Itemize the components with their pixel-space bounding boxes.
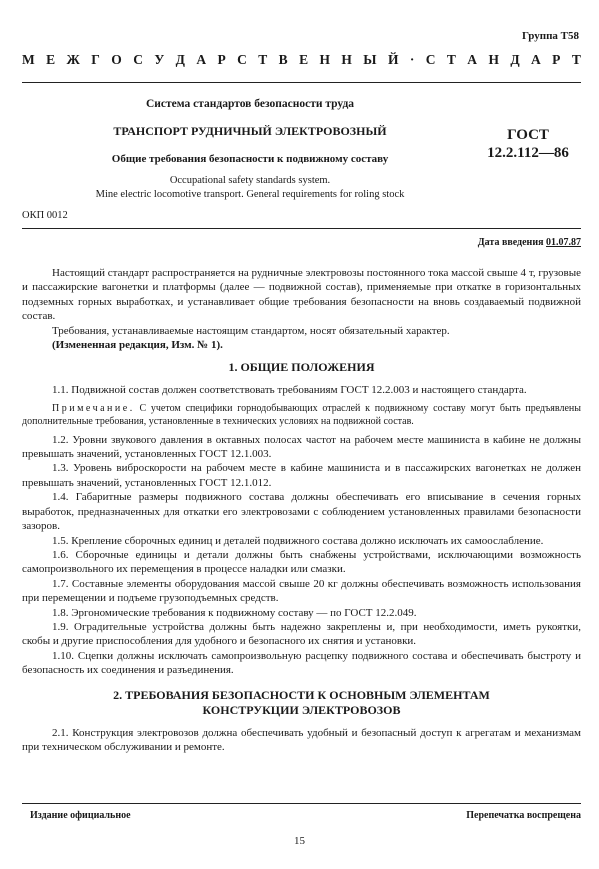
section-2-heading-line1: 2. ТРЕБОВАНИЯ БЕЗОПАСНОСТИ К ОСНОВНЫМ ЭЛЕМЕНТАМ <box>113 687 490 702</box>
clause-1-7: 1.7. Составные элементы оборудования массой свыше 20 кг должны обеспечивать возможность использования при перемещении и подъеме грузоподъемных средств. <box>22 577 581 605</box>
gost-label: ГОСТ <box>507 127 549 143</box>
clause-1-3: 1.3. Уровень виброскорости на рабочем месте в кабине машиниста и в пассажирских вагонетках не должен превышать значений, установленных ГОСТ 12.1.012. <box>22 462 581 489</box>
okp-code: ОКП 0012 <box>22 210 68 221</box>
note-text: С учетом специфики горнодобывающих отраслей к подвижному составу могут быть предъявлены дополнительные требования, установленные в технических условиях на подвижной состав. <box>22 402 581 428</box>
amendment-note: (Измененная редакция, Изм. № 1). <box>52 339 223 352</box>
system-title: Система стандартов безопасности труда <box>145 98 355 110</box>
intro-paragraph-2: Требования, устанавливаемые настоящим стандартом, носят обязательный характер. <box>52 324 450 337</box>
banner-letter: М <box>22 52 35 67</box>
clause-1-1: 1.1. Подвижной состав должен соответствовать требованиям ГОСТ 12.2.003 и настоящего стандарта. <box>52 384 527 397</box>
intro-paragraph-1: Настоящий стандарт распространяется на рудничные электровозы постоянного тока массой свыше 4 т, грузовые и пассажирские вагонетки и платформы (далее — подвижной состав), применяемые при откатке в горизонтальных подземных горных выработках, и устанавливает общие требования безопасности на вновь создаваемый подвижной состав. <box>22 267 581 323</box>
banner-letter: Г <box>91 52 100 67</box>
mid-rule <box>22 228 581 229</box>
clause-1-5: 1.5. Крепление сборочных единиц и деталей подвижного состава должно исключать их самоослабление. <box>52 534 544 547</box>
banner-letter: Н <box>341 52 352 67</box>
section-1-heading: 1. ОБЩИЕ ПОЛОЖЕНИЯ <box>228 360 375 375</box>
banner-letter: Н <box>488 52 499 67</box>
banner-letter: А <box>467 52 478 67</box>
document-title: ТРАНСПОРТ РУДНИЧНЫЙ ЭЛЕКТРОВОЗНЫЙ <box>113 124 387 138</box>
clause-1-9: 1.9. Оградительные устройства должны быть надежно закреплены и, при необходимости, иметь рукоятки, скобы и другие приспособления для удобного и безопасного их снятия и установки. <box>22 620 581 648</box>
banner-letter: С <box>425 52 436 67</box>
banner-letter: Е <box>46 52 56 67</box>
effective-date-value: 01.07.87 <box>546 237 581 248</box>
clause-2-1: 2.1. Конструкция электровозов должна обеспечивать удобный и безопасный доступ к агрегатам и механизмам при техническом обслуживании и ремонте. <box>22 726 581 753</box>
document-body <box>22 266 581 754</box>
banner-letter: Р <box>217 52 226 67</box>
english-title-line2: Mine electric locomotive transport. General requirements for roling stock <box>95 189 405 200</box>
banner-letter: Т <box>258 52 268 67</box>
banner-letter: С <box>133 52 143 67</box>
banner-letter: О <box>111 52 122 67</box>
banner-letter: Ж <box>66 52 80 67</box>
top-rule <box>22 82 581 83</box>
banner-letter: А <box>531 52 541 67</box>
clause-1-8: 1.8. Эргономические требования к подвижному составу — по ГОСТ 12.2.049. <box>52 606 417 619</box>
banner-letter: А <box>196 52 207 67</box>
english-title <box>30 174 470 202</box>
reprint-prohibited-label: Перепечатка воспрещена <box>466 810 581 821</box>
clause-1-1-note <box>22 402 581 429</box>
section-2-heading-line2: КОНСТРУКЦИИ ЭЛЕКТРОВОЗОВ <box>202 702 401 717</box>
banner-letter: Р <box>552 52 561 67</box>
banner-letter: Т <box>571 52 581 67</box>
document-subtitle: Общие требования безопасности к подвижному составу <box>111 153 389 165</box>
clause-1-4: 1.4. Габаритные размеры подвижного состава должны обеспечивать его вписывание в сечения горных выработок, предназначенных для откатки его электровозами с соблюдением установленных правилами безопасности зазоров. <box>22 491 581 533</box>
clause-1-6: 1.6. Сборочные единицы и детали должны быть снабжены устройствами, исключающими возможность самопроизвольного их перемещения в процессе наладки или смазки. <box>22 548 581 576</box>
footer-rule <box>22 803 581 804</box>
page-number: 15 <box>294 835 305 847</box>
banner-letter: Ы <box>363 52 377 67</box>
banner-letter: Д <box>175 52 185 67</box>
banner-letter: У <box>154 52 165 67</box>
banner-letter: Т <box>446 52 456 67</box>
banner-letter: Й <box>387 52 399 67</box>
banner-letter: · <box>409 52 415 67</box>
gost-number <box>478 126 578 162</box>
banner-letter: С <box>237 52 247 67</box>
group-label: Группа Т58 <box>521 30 579 42</box>
gost-code: 12.2.112—86 <box>487 145 569 161</box>
note-label: Примечание. <box>52 402 135 414</box>
effective-date <box>478 237 581 248</box>
english-title-line1: Occupational safety standards system. <box>169 175 331 186</box>
banner-letter: В <box>278 52 288 67</box>
official-edition-label: Издание официальное <box>30 810 131 821</box>
banner-letter: Е <box>299 52 309 67</box>
banner-letter: Н <box>319 52 330 67</box>
banner-letter: Д <box>510 52 520 67</box>
clause-1-10: 1.10. Сцепки должны исключать самопроизвольную расцепку подвижного состава и обеспечивать быстроту и безопасность их соединения и разъединения. <box>22 649 581 677</box>
standard-banner <box>22 52 581 68</box>
clause-1-2: 1.2. Уровни звукового давления в октавных полосах частот на рабочем месте машиниста в кабине не должны превышать значений, установленных ГОСТ 12.1.003. <box>22 433 581 461</box>
effective-date-label: Дата введения <box>477 237 544 248</box>
